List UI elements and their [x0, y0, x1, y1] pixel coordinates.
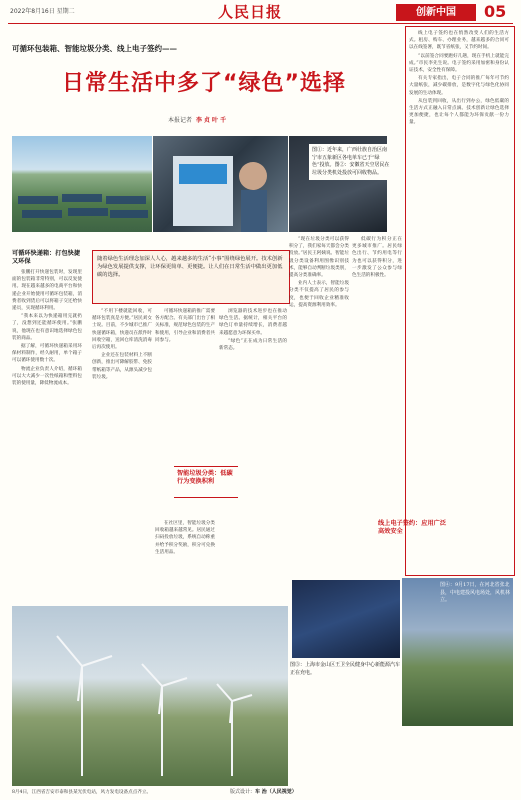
photo-caption-bottom-right: 图④：9月17日，在河北省张北县，中电建投风电场处，风机林立。: [440, 582, 511, 603]
photo-smart-recycling: [153, 136, 288, 232]
page-number: 05: [484, 2, 507, 21]
article-column-4: [219, 308, 287, 604]
paragraph: 在社区里，智能垃圾分类回收箱越来越常见。居民通过扫码投放垃圾，系统自动称重并给予积分奖励，积分可兑换生活用品。: [155, 521, 215, 555]
byline: [168, 115, 226, 124]
recycling-machine-illustration: [153, 136, 288, 232]
solar-farm-illustration: [12, 136, 152, 232]
photo-solar-farm: [12, 136, 152, 232]
paragraph: “现在垃圾分类可以获得积分了，我们家每天都会分类投放。”居民王阿姨说。智能垃圾分类设备利用图像识别技术，能够自动判断垃圾类别，提高分类准确率。: [289, 237, 349, 279]
article-column-1: [12, 269, 82, 599]
article-column-2: [92, 308, 152, 604]
paragraph: 浏览器的技术进步也在推动绿色生活。据统计，相关平台的绿色订单量持续增长，消费者越来越愿意为环保买单。: [219, 309, 287, 336]
credit-name: 车 治（人民视觉）: [255, 789, 297, 795]
wind-turbine-illustration: [12, 606, 288, 786]
paragraph: “绿色”正在成为日常生活的新常态。: [219, 338, 287, 352]
design-credit: [230, 788, 297, 795]
paragraph: 线上电子签约也在悄然改变人们的生活方式。租房、购车、办理业务，越来越多的合同可以在线签署，既节省纸张，又节约时间。: [409, 31, 509, 51]
subhead-e-signature: 线上电子签约：应用广泛高效安全: [378, 520, 447, 535]
photo-caption-bottom-left: 8月4日，江西省吉安市泰和县某光伏电站，风力发电设备点点齐立。: [12, 790, 152, 795]
paragraph: “以前签合同要跑好几趟，现在手机上就能完成。”市民李先生说。电子签约采用加密和身份认证技术，安全性有保障。: [409, 53, 509, 74]
article-column-3: [155, 308, 215, 458]
article-column-3b: [155, 520, 215, 604]
page-title: 日常生活中多了“绿色”选择: [62, 71, 346, 96]
photo-caption-right: 图①：近年来，广西壮族自治区南宁市五象新区各电单车已于“绿色”投放。图②：安徽省天空居民在垃圾分类机处投放可回收物品。: [309, 144, 393, 180]
article-column-7: [405, 26, 513, 574]
newspaper-logo: 人民日报: [218, 3, 283, 21]
masthead-divider: [8, 23, 513, 24]
paragraph: 低碳行为积分正在更多城市推广。居民绿色出行、节约用电等行为也可以获得积分，进一步激发了公众参与绿色生活的积极性。: [352, 237, 402, 279]
subhead-recycle-box: 可循环快递箱：打包快捷又环保: [12, 250, 81, 265]
paragraph: 张鹏打开快递包装时，发现里面的包装箱非常特别，可以反复使用。现在越来越多的电商平台和快递企业开始使用可循环包装箱，消费者收到货后可以将箱子交还给快递员，实现循环利用。: [12, 270, 82, 312]
article-column-5: [289, 236, 349, 571]
credit-label: 版式设计：: [230, 789, 256, 795]
paragraph: 业内人士表示，智能垃圾分类不仅提高了居民的参与度，也便于回收企业精准收运，提高资源利用效率。: [289, 281, 349, 308]
paragraph: 可循环快递箱的推广需要各方配合。有关部门出台了相关标准，规范绿色包装的生产和使用，引导企业和消费者共同参与。: [155, 309, 215, 343]
byline-names: 李 贞 叶 千: [195, 117, 227, 124]
paragraph: 物流企业负责人介绍，循环箱可以大大减少一次性纸箱和塑料包装的使用量，降低物流成本。: [12, 366, 82, 387]
paragraph: “我本来以为快递箱用完就扔了，没想到还能循环使用。”张鹏说，他现在也有意识地选择绿色包装的商品。: [12, 314, 82, 341]
paragraph: 企业还在包装材料上不断创新，推出可降解胶带、免胶带纸箱等产品，从源头减少包装垃圾。: [92, 353, 152, 380]
byline-prefix: 本报记者: [168, 117, 193, 124]
photo-caption-bottom-mid: 图③：上海市金山区王卫全民健身中心新能源汽车正在充电。: [290, 662, 401, 676]
paragraph: 从包装到回收，从出行到办公，绿色低碳的生活方式正融入日常点滴。技术创新让绿色选择更加便捷，也让每个人都能为环保贡献一份力量。: [409, 98, 509, 126]
subhead-smart-sorting: 智能垃圾分类：低碳行为变换积利: [177, 470, 233, 485]
paragraph: 有关专家指出，电子合同的推广每年可节约大量纸张，减少碳排放，是数字化与绿色化协同发展的生动体现。: [409, 76, 509, 96]
headline-kicker: 可循环包装箱、智能垃圾分类、线上电子签约——: [12, 44, 177, 53]
paragraph: “不用下楼就能回收，可循环包装真是方便。”居民刘女士说。目前，不少城市已推广快递循环箱，快递员在派件时回收空箱，送回仓库清洗消毒后再次使用。: [92, 309, 152, 351]
section-badge: 创新中国: [396, 4, 476, 21]
pull-quote: 随着绿色生活理念加深人人心，越来越多的生活“小事”围绕绿色展开。技术创新为绿色发展提供支撑，让环保更简单、更便捷。让人们在日常生活中做出更加低碳的选择。: [97, 256, 283, 278]
issue-date: 2022年8月16日 星期二: [10, 8, 75, 15]
article-column-6: [352, 236, 402, 516]
photo-wind-turbines: [12, 606, 288, 786]
photo-charging-station: [292, 580, 400, 658]
paragraph: 据了解，可循环快递箱采用环保材料制作，经久耐用，单个箱子可以循环使用数十次。: [12, 344, 82, 364]
